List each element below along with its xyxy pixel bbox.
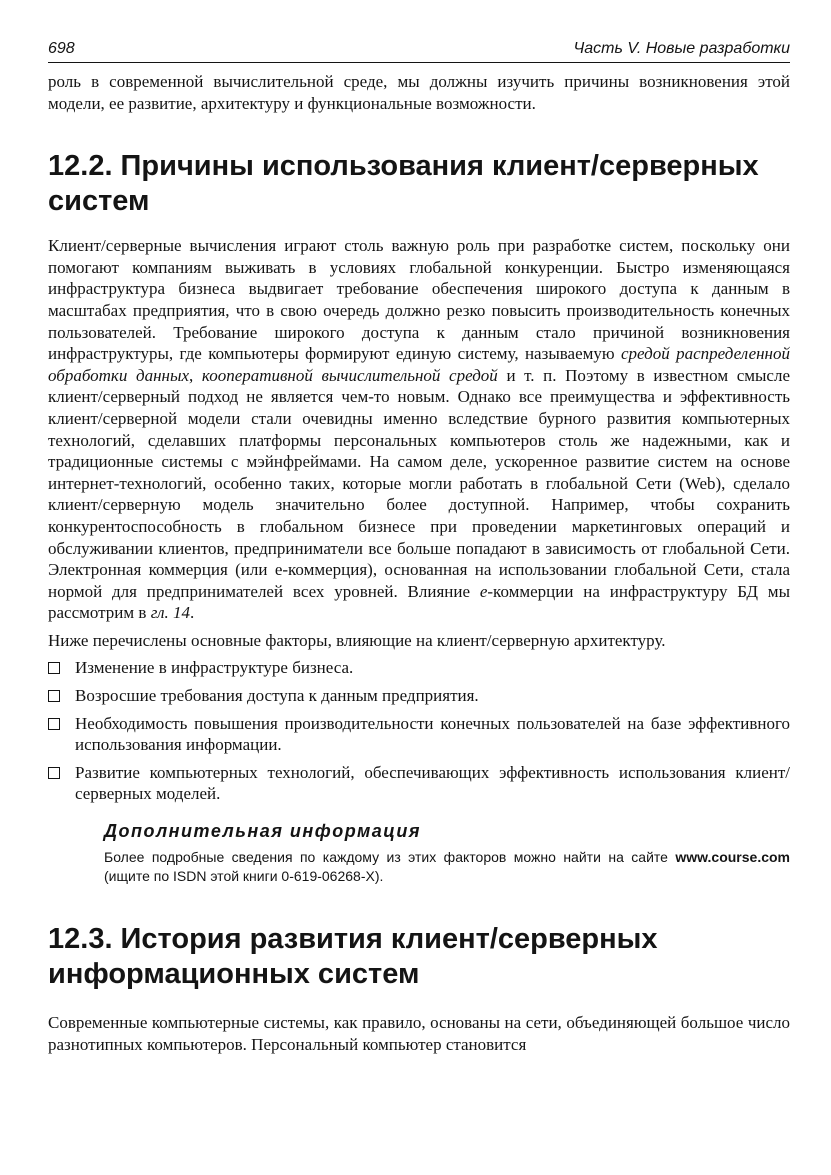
intro-paragraph: роль в современной вычислительной среде, мы должны изучить причины возникновения этой модели, ее развитие, архитектуру и функциональные возможности.: [48, 72, 790, 113]
list-item: Необходимость повышения производительности конечных пользователей на базе эффективного использования информации.: [48, 713, 790, 756]
list-item: Изменение в инфраструктуре бизнеса.: [48, 657, 790, 679]
section-12-2-paragraph-1: Клиент/серверные вычисления играют столь важную роль при разработке систем, поскольку они помогают компаниям выживать в условиях глобальной конкуренции. Быстро изменяющаяся инфраструктура бизнеса выдвигает требование обеспечения широкого доступа к данным в масштабах предприятия, что в свою очередь должно резко повысить производительность конечных пользователей. Требование широкого доступа к данным стало причиной возникновения инфраструктуры, где компьютеры формируют единую систему, называемую средой распределенной обработки данных, кооперативной вычислительной средой и т. п. Поэтому в известном смысле клиент/серверный подход не является чем-то новым. Однако все преимущества и эффективность клиент/серверной модели стали очевидны именно вследствие бурного развития компьютерных технологий, сделавших платформы персональных компьютеров столь же надежными, как и традиционные системы с мэйнфреймами. На самом деле, ускоренное развитие систем на основе интернет-технологий, особенно таких, которые могли работать в глобальной Сети (Web), сделало клиент/серверную модель значительно более доступной. Например, чтобы сохранить конкурентоспособность в глобальном бизнесе при проведении маркетинговых операций и обслуживании клиентов, предприниматели все больше попадают в зависимость от глобальной Сети. Электронная коммерция (или e-коммерция), основанная на использовании глобальной Сети, стала нормой для предпринимателей всех уровней. Влияние e-коммерции на инфраструктуру БД мы рассмотрим в гл. 14.: [48, 236, 790, 623]
note-title: Дополнительная информация: [104, 821, 422, 842]
chapter-reference: гл. 14: [150, 603, 191, 623]
list-item: Возросшие требования доступа к данным предприятия.: [48, 685, 790, 707]
checkbox-bullet-icon: [48, 690, 60, 702]
section-heading-12-3: 12.3. История развития клиент/серверных информационных систем: [48, 923, 658, 991]
checkbox-bullet-icon: [48, 718, 60, 730]
book-page: [48, 40, 790, 1055]
section-12-3-paragraph-1: Современные компьютерные системы, как правило, основаны на сети, объединяющей большое число разнотипных компьютеров. Персональный компьютер становится: [48, 1013, 790, 1054]
note-text: Более подробные сведения по каждому из этих факторов можно найти на сайте www.course.com (ищите по ISDN этой книги 0-619-06268-X).: [104, 849, 790, 885]
term-distributed-processing: средой распределенной обработки данных: [48, 344, 790, 385]
section-12-2-paragraph-2: Ниже перечислены основные факторы, влияющие на клиент/серверную архитектуру.: [48, 630, 666, 650]
term-cooperative-environment: кооперативной вычислительной средой: [201, 365, 498, 385]
section-heading-12-2: 12.2. Причины использования клиент/серверных систем: [48, 150, 759, 218]
part-title: Часть V. Новые разработки: [573, 40, 790, 57]
page-number: 698: [48, 40, 75, 57]
checkbox-bullet-icon: [48, 767, 60, 779]
checkbox-bullet-icon: [48, 662, 60, 674]
list-item: Развитие компьютерных технологий, обеспечивающих эффективность использования клиент/серверных моделей.: [48, 762, 790, 805]
website-link: www.course.com: [675, 849, 790, 866]
running-head: [48, 40, 790, 63]
additional-info-note: [104, 821, 790, 886]
factors-list: [48, 657, 790, 805]
